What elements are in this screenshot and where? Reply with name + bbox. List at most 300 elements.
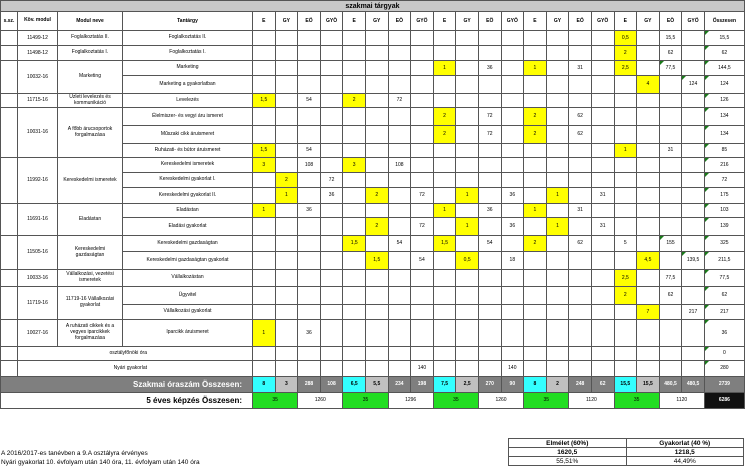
hour-cell — [682, 204, 705, 218]
hour-cell: 77,5 — [659, 61, 682, 76]
module-name: Eladástan — [58, 204, 123, 236]
note-line: Nyári gyakorlat 10. évfolyam után 140 óra, 11. évfolyam után 140 óra — [1, 459, 200, 466]
hour-cell: 36 — [501, 218, 524, 236]
hour-cell: 1,5 — [365, 252, 388, 270]
hour-cell: 2 — [365, 218, 388, 236]
hour-cell: 1 — [456, 218, 479, 236]
hour-cell — [637, 236, 660, 252]
sum-cell: 2 — [546, 377, 569, 393]
module-code: 10033-16 — [18, 270, 58, 287]
hour-cell: 2 — [524, 108, 547, 126]
module-name: Vállalkozási, vezetési ismeretek — [58, 270, 123, 287]
hour-cell — [365, 347, 388, 361]
row-total: 139 — [704, 218, 744, 236]
hour-cell — [659, 204, 682, 218]
hour-cell — [591, 46, 614, 61]
table-row — [1, 94, 745, 108]
hour-cell — [388, 173, 411, 188]
hour-cell — [433, 252, 456, 270]
hour-cell — [253, 361, 276, 377]
year-lessons: 35 — [343, 393, 388, 409]
sum-cell: 90 — [501, 377, 524, 393]
hour-cell: 31 — [591, 188, 614, 204]
hour-cell — [682, 188, 705, 204]
hour-cell: 36 — [320, 188, 343, 204]
hour-cell — [388, 361, 411, 377]
hour-cell — [591, 270, 614, 287]
hour-cell — [478, 94, 501, 108]
hour-cell — [501, 320, 524, 347]
hour-cell: 1 — [524, 61, 547, 76]
row-total: 124 — [704, 76, 744, 94]
subject-cell: Műszaki cikk áruismeret — [123, 126, 253, 144]
hour-cell — [591, 287, 614, 305]
hour-cell — [456, 347, 479, 361]
hour-cell — [343, 252, 366, 270]
hour-cell — [388, 204, 411, 218]
row-total: 103 — [704, 204, 744, 218]
hour-cell — [320, 144, 343, 158]
hour-cell — [343, 347, 366, 361]
hour-cell — [320, 252, 343, 270]
hour-cell — [614, 204, 637, 218]
hour-cell: 72 — [411, 218, 434, 236]
hour-cell — [591, 305, 614, 320]
header-col: GY — [275, 12, 298, 31]
table-row — [1, 287, 745, 305]
hour-cell — [388, 46, 411, 61]
hour-cell — [682, 218, 705, 236]
hour-cell — [253, 287, 276, 305]
hour-cell — [388, 61, 411, 76]
hour-cell — [478, 46, 501, 61]
hour-cell — [275, 31, 298, 46]
header-col: E — [433, 12, 456, 31]
hour-cell: 1 — [275, 188, 298, 204]
header-col: GY — [365, 12, 388, 31]
year-lessons: 35 — [253, 393, 298, 409]
table-row — [1, 347, 745, 361]
hour-cell — [682, 126, 705, 144]
hour-cell — [298, 287, 321, 305]
hour-cell — [388, 188, 411, 204]
hour-cell — [320, 126, 343, 144]
hour-cell — [320, 361, 343, 377]
year-lessons: 35 — [614, 393, 659, 409]
subject-cell: Foglalkoztatás I. — [123, 46, 253, 61]
hour-cell — [456, 94, 479, 108]
hour-cell: 31 — [591, 218, 614, 236]
year-lessons: 35 — [433, 393, 478, 409]
hour-cell — [659, 320, 682, 347]
sum-cell: 8 — [524, 377, 547, 393]
header-col: GY — [637, 12, 660, 31]
ssz-cell — [1, 287, 18, 320]
subject-cell: osztályfőnöki óra — [18, 347, 253, 361]
hour-cell — [524, 31, 547, 46]
hour-cell: 139,5 — [682, 252, 705, 270]
hour-cell — [546, 31, 569, 46]
subject-cell: Foglalkoztatás II. — [123, 31, 253, 46]
year-hours: 1296 — [388, 393, 433, 409]
hour-cell — [524, 270, 547, 287]
sum-cell: 288 — [298, 377, 321, 393]
hour-cell — [275, 94, 298, 108]
subject-cell: Marketing a gyakorlatban — [123, 76, 253, 94]
hour-cell — [478, 31, 501, 46]
hour-cell: 72 — [320, 173, 343, 188]
hour-cell — [524, 144, 547, 158]
ssz-cell — [1, 61, 18, 94]
hour-cell: 1 — [614, 144, 637, 158]
hour-cell: 31 — [659, 144, 682, 158]
module-code: 11715-16 — [18, 94, 58, 108]
hour-cell — [343, 320, 366, 347]
hour-cell — [456, 46, 479, 61]
row-total: 175 — [704, 188, 744, 204]
ssz-cell — [1, 46, 18, 61]
hour-cell — [682, 287, 705, 305]
hour-cell — [253, 173, 276, 188]
hour-cell — [501, 46, 524, 61]
hour-cell — [478, 252, 501, 270]
hour-cell — [298, 46, 321, 61]
hour-cell — [456, 158, 479, 173]
hour-cell — [546, 287, 569, 305]
module-code: 11498-12 — [18, 46, 58, 61]
hour-cell — [501, 270, 524, 287]
hour-cell — [501, 236, 524, 252]
hour-cell — [478, 320, 501, 347]
hour-cell — [388, 320, 411, 347]
hour-cell — [682, 361, 705, 377]
hour-cell — [524, 158, 547, 173]
hour-cell — [411, 126, 434, 144]
hour-cell: 3 — [343, 158, 366, 173]
hour-cell — [275, 204, 298, 218]
notes — [1, 449, 200, 467]
row-total: 144,5 — [704, 61, 744, 76]
hour-cell — [388, 126, 411, 144]
hour-cell — [637, 108, 660, 126]
module-code: 11992-16 — [18, 158, 58, 204]
hour-cell — [637, 270, 660, 287]
hour-cell — [320, 76, 343, 94]
hour-cell: 72 — [411, 188, 434, 204]
header-col: EÖ — [659, 12, 682, 31]
hour-cell — [659, 126, 682, 144]
hour-cell: 1 — [456, 188, 479, 204]
hour-cell — [320, 31, 343, 46]
hour-cell — [637, 287, 660, 305]
hour-cell — [456, 320, 479, 347]
hour-cell — [456, 108, 479, 126]
hour-cell: 54 — [388, 236, 411, 252]
hour-cell: 155 — [659, 236, 682, 252]
hour-cell — [320, 108, 343, 126]
hour-cell — [637, 144, 660, 158]
hour-cell — [411, 305, 434, 320]
hour-cell — [433, 31, 456, 46]
hour-cell — [501, 61, 524, 76]
hour-cell — [343, 126, 366, 144]
hour-cell — [388, 305, 411, 320]
hour-cell: 1 — [524, 204, 547, 218]
hour-cell — [298, 108, 321, 126]
hour-cell — [411, 94, 434, 108]
hour-cell — [682, 347, 705, 361]
hour-cell — [320, 305, 343, 320]
hour-cell — [501, 94, 524, 108]
module-name: A főbb árucsoportok forgalmazása — [58, 108, 123, 158]
hour-cell: 1,5 — [253, 94, 276, 108]
hour-cell — [682, 270, 705, 287]
hour-cell — [275, 46, 298, 61]
hour-cell — [682, 31, 705, 46]
hour-cell — [682, 236, 705, 252]
subject-cell: Iparcikk áruismeret — [123, 320, 253, 347]
hour-cell — [275, 305, 298, 320]
sum-cell: 15,5 — [614, 377, 637, 393]
hour-cell — [637, 347, 660, 361]
subject-cell: Eladási gyakorlat — [123, 218, 253, 236]
sum-cell: 234 — [388, 377, 411, 393]
row-total: 216 — [704, 158, 744, 173]
hour-cell: 3 — [253, 158, 276, 173]
hour-cell — [614, 218, 637, 236]
hour-cell — [501, 76, 524, 94]
hour-cell: 217 — [682, 305, 705, 320]
hour-cell: 62 — [659, 46, 682, 61]
hour-cell — [569, 31, 592, 46]
hour-cell — [253, 31, 276, 46]
hour-cell — [320, 287, 343, 305]
header-osszesen: Összesen — [704, 12, 744, 31]
hour-cell — [682, 61, 705, 76]
hour-cell — [524, 94, 547, 108]
table-title: szakmai tárgyak — [1, 1, 745, 12]
hour-cell — [614, 361, 637, 377]
hour-cell — [320, 94, 343, 108]
hour-cell — [320, 218, 343, 236]
ssz-cell — [1, 204, 18, 236]
ssz-cell — [1, 320, 18, 347]
header-col: EÖ — [298, 12, 321, 31]
table-row — [1, 236, 745, 252]
hour-cell — [569, 46, 592, 61]
hour-cell — [478, 188, 501, 204]
hour-cell — [456, 236, 479, 252]
sum-cell: 480,5 — [682, 377, 705, 393]
hour-cell — [524, 76, 547, 94]
hour-cell — [637, 173, 660, 188]
sum-cell: 3 — [275, 377, 298, 393]
hour-cell: 72 — [478, 108, 501, 126]
hour-cell — [591, 204, 614, 218]
hour-cell — [343, 31, 366, 46]
hour-cell — [637, 126, 660, 144]
hour-cell — [569, 270, 592, 287]
hour-cell — [569, 252, 592, 270]
hour-cell — [433, 76, 456, 94]
sum-cell: 270 — [478, 377, 501, 393]
hour-cell — [478, 218, 501, 236]
hour-cell — [365, 46, 388, 61]
hour-cell — [546, 158, 569, 173]
hour-cell — [388, 252, 411, 270]
hour-cell — [411, 173, 434, 188]
sum-cell: 62 — [591, 377, 614, 393]
hour-cell — [253, 188, 276, 204]
year-lessons: 35 — [524, 393, 569, 409]
hour-cell — [637, 61, 660, 76]
hour-cell — [501, 173, 524, 188]
hour-cell — [411, 236, 434, 252]
hour-cell: 62 — [659, 287, 682, 305]
hour-cell: 1 — [253, 204, 276, 218]
module-name: Foglalkoztatás I. — [58, 46, 123, 61]
hour-cell: 1,5 — [253, 144, 276, 158]
ssz-cell — [1, 108, 18, 158]
hour-cell: 0,5 — [456, 252, 479, 270]
module-code: 11691-16 — [18, 204, 58, 236]
hour-cell: 0,5 — [614, 31, 637, 46]
hour-cell — [275, 361, 298, 377]
theory-percent: 55,51% — [509, 457, 627, 466]
hour-cell — [659, 305, 682, 320]
year-hours: 1120 — [659, 393, 704, 409]
hour-cell — [546, 144, 569, 158]
hour-cell — [253, 126, 276, 144]
hour-cell — [365, 287, 388, 305]
hour-cell — [411, 347, 434, 361]
hour-cell — [320, 61, 343, 76]
hour-cell — [411, 320, 434, 347]
subject-cell: Eladástan — [123, 204, 253, 218]
hour-cell: 54 — [298, 94, 321, 108]
row-total: 77,5 — [704, 270, 744, 287]
hour-cell — [569, 173, 592, 188]
header-ssz: s.sz. — [1, 12, 18, 31]
module-name: 11719-16 Vállalkozási gyakorlat — [58, 287, 123, 320]
hour-cell — [456, 173, 479, 188]
hour-cell — [546, 173, 569, 188]
hour-cell: 36 — [478, 61, 501, 76]
header-col: EÖ — [478, 12, 501, 31]
hour-cell — [275, 158, 298, 173]
hour-cell — [569, 76, 592, 94]
hour-cell — [253, 108, 276, 126]
hour-cell — [275, 126, 298, 144]
hour-cell — [591, 347, 614, 361]
hour-cell — [253, 347, 276, 361]
hour-cell: 2 — [275, 173, 298, 188]
hour-cell — [456, 287, 479, 305]
hour-cell — [365, 31, 388, 46]
practice-header: Gyakorlat (40 %) — [626, 439, 744, 448]
ssz-cell — [1, 361, 18, 377]
hour-cell — [456, 31, 479, 46]
module-code: 10032-16 — [18, 61, 58, 94]
hour-cell — [659, 347, 682, 361]
hour-cell — [614, 305, 637, 320]
hour-cell: 54 — [298, 144, 321, 158]
row-total: 126 — [704, 94, 744, 108]
hour-cell — [591, 126, 614, 144]
table-row — [1, 320, 745, 347]
hour-cell — [478, 173, 501, 188]
hour-cell — [524, 287, 547, 305]
hour-cell — [569, 188, 592, 204]
hour-cell: 72 — [478, 126, 501, 144]
practice-percent: 44,49% — [626, 457, 744, 466]
sum-cell: 15,5 — [637, 377, 660, 393]
hour-cell — [275, 61, 298, 76]
table-row — [1, 204, 745, 218]
sum-cell: 5,5 — [365, 377, 388, 393]
hour-cell — [388, 31, 411, 46]
hour-cell — [433, 188, 456, 204]
hour-cell — [433, 347, 456, 361]
hour-cell — [591, 158, 614, 173]
hour-cell — [546, 204, 569, 218]
hour-cell — [569, 218, 592, 236]
hour-cell — [456, 76, 479, 94]
hour-cell: 36 — [501, 188, 524, 204]
hour-cell — [682, 173, 705, 188]
note-line: A 2016/2017-es tanévben a 9.A osztályra érvényes — [1, 450, 148, 457]
hour-cell — [591, 361, 614, 377]
grand-total: 6286 — [704, 393, 744, 409]
row-total: 62 — [704, 46, 744, 61]
total-label: 5 éves képzés Összesen: — [1, 393, 253, 409]
hour-cell: 2 — [433, 108, 456, 126]
header-col: GY — [546, 12, 569, 31]
ssz-cell — [1, 31, 18, 46]
hour-cell — [320, 46, 343, 61]
header-col: E — [253, 12, 276, 31]
hour-cell — [682, 320, 705, 347]
sum-cell: 7,5 — [433, 377, 456, 393]
hour-cell: 31 — [569, 61, 592, 76]
hour-cell — [320, 270, 343, 287]
hour-cell — [365, 361, 388, 377]
hour-cell — [682, 144, 705, 158]
hour-cell: 62 — [569, 126, 592, 144]
hour-cell — [253, 218, 276, 236]
hour-cell — [524, 188, 547, 204]
hour-cell — [433, 144, 456, 158]
row-total: 211,5 — [704, 252, 744, 270]
year-hours: 1120 — [569, 393, 614, 409]
hour-cell — [478, 287, 501, 305]
hour-cell: 108 — [388, 158, 411, 173]
hour-cell: 1 — [546, 188, 569, 204]
theory-header: Elmélet (60%) — [509, 439, 627, 448]
module-code: 11499-12 — [18, 31, 58, 46]
hour-cell — [614, 76, 637, 94]
hour-cell — [591, 108, 614, 126]
module-name: Kereskedelmi ismeretek — [58, 158, 123, 204]
hour-cell — [501, 144, 524, 158]
subject-cell: Kereskedelmi gyakorlat II. — [123, 188, 253, 204]
header-tantargy: Tantárgy — [123, 12, 253, 31]
hour-cell — [275, 236, 298, 252]
subject-cell: Ügyvitel — [123, 287, 253, 305]
hour-cell — [275, 347, 298, 361]
hour-cell — [320, 158, 343, 173]
hour-cell — [569, 305, 592, 320]
